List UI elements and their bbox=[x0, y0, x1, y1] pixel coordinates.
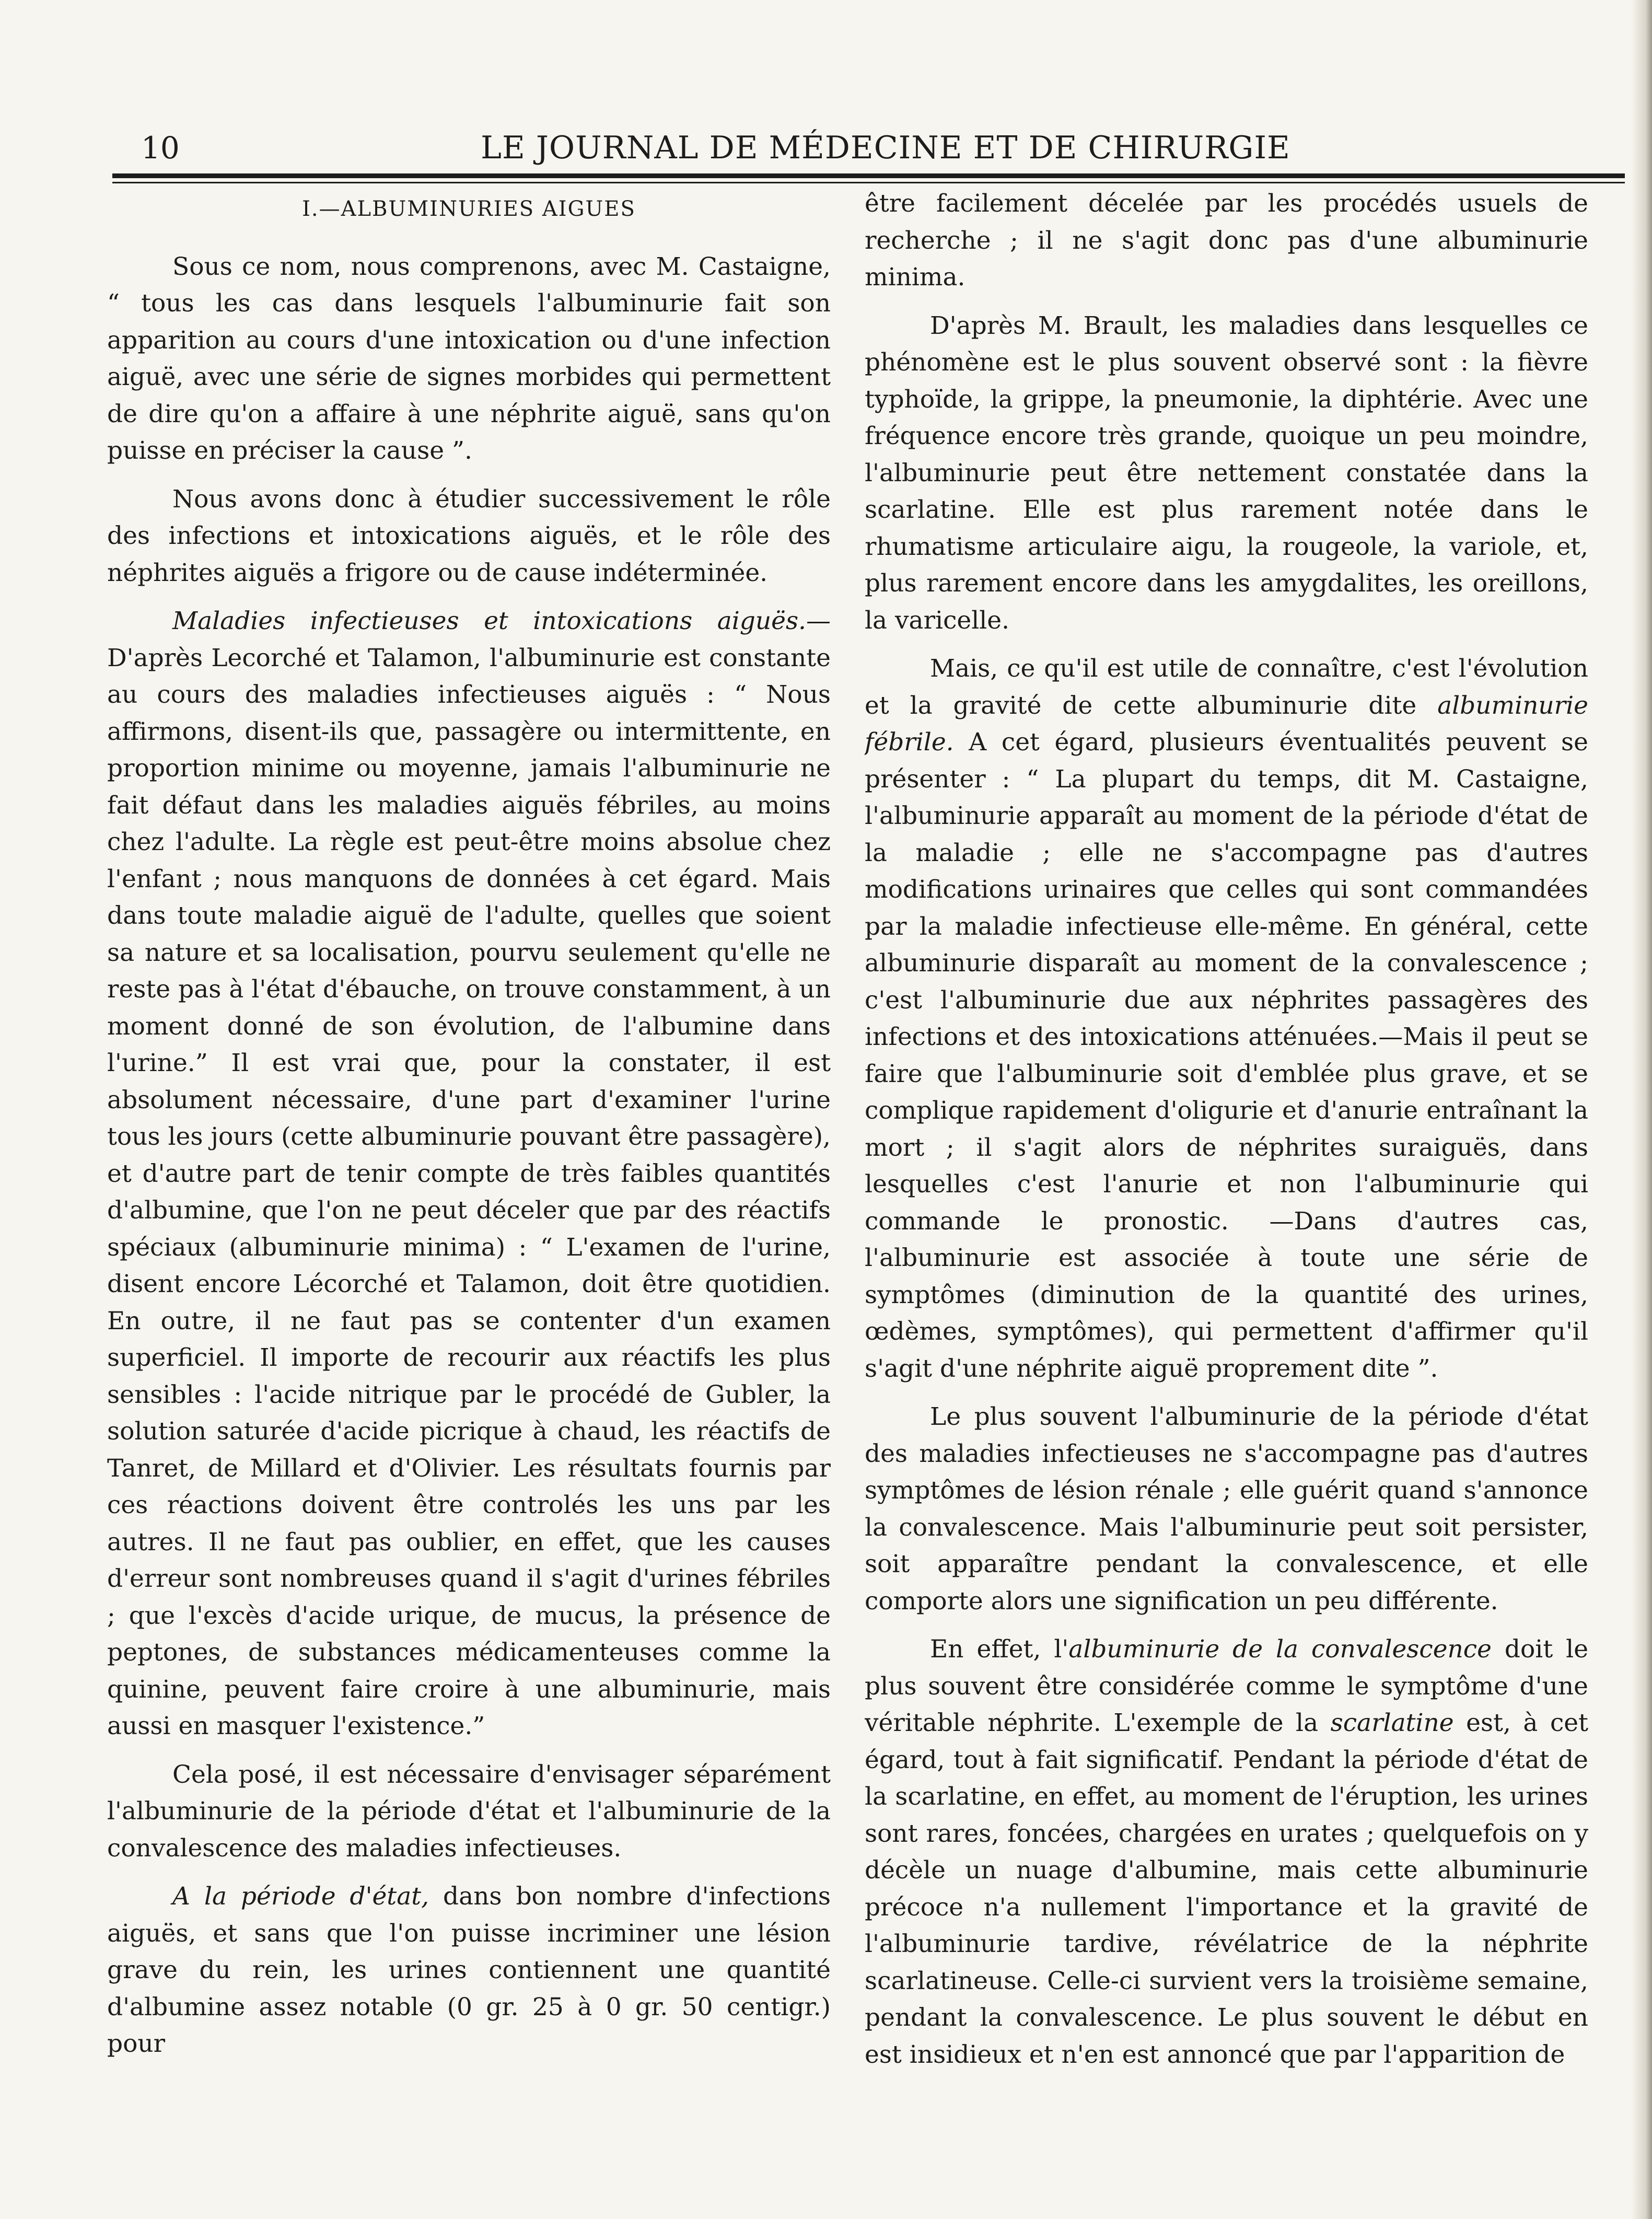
paragraph-text: est, à cet égard, tout à fait significatif. Pendant la période d'état de la scarlatine, en effet, au moment de l'éruption, les urines sont rares, foncées, chargées en urates ; quelquefois on y décèle un nuage d'albumine, mais cette albuminurie précoce n'a nullement l'importance et la gravité de l'albuminurie tardive, révélatrice de la néphrite scarlatineuse. Celle-ci survient vers la troisième semaine, pendant la convalescence. Le plus souvent le début en est insidieux et n'en est annoncé que par l'apparition de bbox=[865, 1709, 1588, 2069]
paragraph-text: En effet, l' bbox=[930, 1635, 1069, 1664]
paragraph-text: A cet égard, plusieurs éventualités peuvent se présenter : “ La plupart du temps, dit M. Castaigne, l'albuminurie apparaît au moment de la période d'état de la maladie ; elle ne s'accompagne pas d'autres modifications urinaires que celles qui sont commandées par la maladie infectieuse elle-même. En général, cette albuminurie disparaît au moment de la convalescence ; c'est l'albuminurie due aux néphrites passagères des infections et des intoxications atténuées.—Mais il peut se faire que l'albuminurie soit d'emblée plus grave, et se complique rapidement d'oligurie et d'anurie entraînant la mort ; il s'agit alors de néphrites suraiguës, dans lesquelles c'est l'anurie et non l'albuminurie qui commande le pronostic. —Dans d'autres cas, l'albuminurie est associée à toute une série de symptômes (diminution de la quantité des urines, œdèmes, symptômes), qui permettent d'affirmer qu'il s'agit d'une néphrite aiguë proprement dite ”. bbox=[865, 728, 1588, 1383]
paragraph-text: dans bon nombre d'infections aiguës, et sans que l'on puisse incriminer une lésion grave du rein, les urines contiennent une quantité d'albumine assez notable (0 gr. 25 à 0 gr. 50 centigr.) pour bbox=[107, 1882, 831, 2058]
scan-edge bbox=[1631, 0, 1652, 2219]
section-heading: I.—ALBUMINURIES AIGUES bbox=[302, 197, 636, 221]
paragraph: Nous avons donc à étudier successivement le rôle des infections et intoxications aiguës, et le rôle des néphrites aiguës a frigore ou de cause indéterminée. bbox=[107, 484, 831, 587]
paragraph-text: D'après Lecorché et Talamon, l'albuminurie est constante au cours des maladies infectieuses aiguës : “ Nous affirmons, disent-ils que, passagère ou intermittente, en proportion minime ou moyenne, jamais l'albuminurie ne fait défaut dans les maladies aiguës fébriles, au moins chez l'adulte. La règle est peut-être moins absolue chez l'enfant ; nous manquons de données à cet égard. Mais dans toute maladie aiguë de l'adulte, quelles que soient sa nature et sa localisation, pourvu seulement qu'elle ne reste pas à l'état d'ébauche, on trouve constamment, à un moment donné de son évolution, de l'albumine dans l'urine.” Il est vrai que, pour la constater, il est absolument nécessaire, d'une part d'examiner l'urine tous les jours (cette albuminurie pouvant être passagère), et d'autre part de tenir compte de très faibles quantités d'albumine, que l'on ne peut déceler que par des réactifs spéciaux (albuminurie minima) : “ L'examen de l'urine, disent encore Lécorché et Talamon, doit être quotidien. En outre, il ne faut pas se contenter d'un examen superficiel. Il importe de recourir aux réactifs les plus sensibles : l'acide nitrique par le procédé de Gubler, la solution saturée d'acide picrique à chaud, les réactifs de Tanret, de Millard et d'Olivier. Les résultats fournis par ces réactions doivent être controlés les uns par les autres. Il ne faut pas oublier, en effet, que les causes d'erreur sont nombreuses quand il s'agit d'urines fébriles ; que l'excès d'acide urique, de mucus, la présence de peptones, de substances médicamenteuses comme la quinine, peuvent faire croire à une albuminurie, mais aussi en masquer l'existence.” bbox=[107, 643, 831, 1740]
paragraph bbox=[107, 1878, 831, 2063]
paragraph: être facilement décelée par les procédés usuels de recherche ; il ne s'agit donc pas d'une albuminurie minima. bbox=[865, 189, 1588, 292]
paragraph bbox=[865, 1631, 1588, 2073]
right-column bbox=[865, 185, 1588, 2181]
paragraph: Le plus souvent l'albuminurie de la période d'état des maladies infectieuses ne s'accompagne pas d'autres symptômes de lésion rénale ; elle guérit quand s'annonce la convalescence. Mais l'albuminurie peut soit persister, soit apparaître pendant la convalescence, et elle comporte alors une signification un peu différente. bbox=[865, 1402, 1588, 1616]
left-column bbox=[107, 185, 831, 2181]
paragraph-text: Mais, ce qu'il est utile de connaître, c'est l'évolution et la gravité de cette albuminurie dite bbox=[865, 654, 1588, 720]
paragraph-lead: A la période d'état, bbox=[172, 1882, 429, 1911]
paragraph-emphasis: scarlatine bbox=[1330, 1709, 1454, 1737]
page-number: 10 bbox=[141, 130, 180, 166]
paragraph bbox=[107, 603, 831, 1745]
paragraph-emphasis: albuminurie de la convalescence bbox=[1068, 1635, 1492, 1664]
paragraph bbox=[865, 650, 1588, 1387]
paragraph: D'après M. Brault, les maladies dans lesquelles ce phénomène est le plus souvent observé sont : la fièvre typhoïde, la grippe, la pneumonie, la diphtérie. Avec une fréquence encore très grande, quoique un peu moindre, l'albuminurie peut être nettement constatée dans la scarlatine. Elle est plus rarement notée dans le rhumatisme articulaire aigu, la rougeole, la variole, et, plus rarement encore dans les amygdalites, les oreillons, la varicelle. bbox=[865, 311, 1588, 635]
paragraph: Cela posé, il est nécessaire d'envisager séparément l'albuminurie de la période d'état et l'albuminurie de la convalescence des maladies infectieuses. bbox=[107, 1760, 831, 1863]
paragraph-text: doit le plus souvent être considérée comme le symptôme d'une véritable néphrite. L'exemple de la bbox=[865, 1635, 1588, 1737]
journal-title: LE JOURNAL DE MÉDECINE ET DE CHIRURGIE bbox=[481, 130, 1290, 166]
paragraph: Sous ce nom, nous comprenons, avec M. Castaigne, “ tous les cas dans lesquels l'albuminurie fait son apparition au cours d'une intoxication ou d'une infection aiguë, avec une série de signes morbides qui permettent de dire qu'on a affaire à une néphrite aiguë, sans qu'on puisse en préciser la cause ”. bbox=[107, 252, 831, 465]
header-rule-thin bbox=[112, 182, 1625, 183]
page-header bbox=[141, 119, 1630, 177]
paragraph-emphasis: albuminurie fébrile. bbox=[865, 691, 1588, 757]
header-rule-thick bbox=[112, 173, 1625, 178]
paragraph-lead: Maladies infectieuses et intoxications aiguës.— bbox=[172, 607, 831, 635]
